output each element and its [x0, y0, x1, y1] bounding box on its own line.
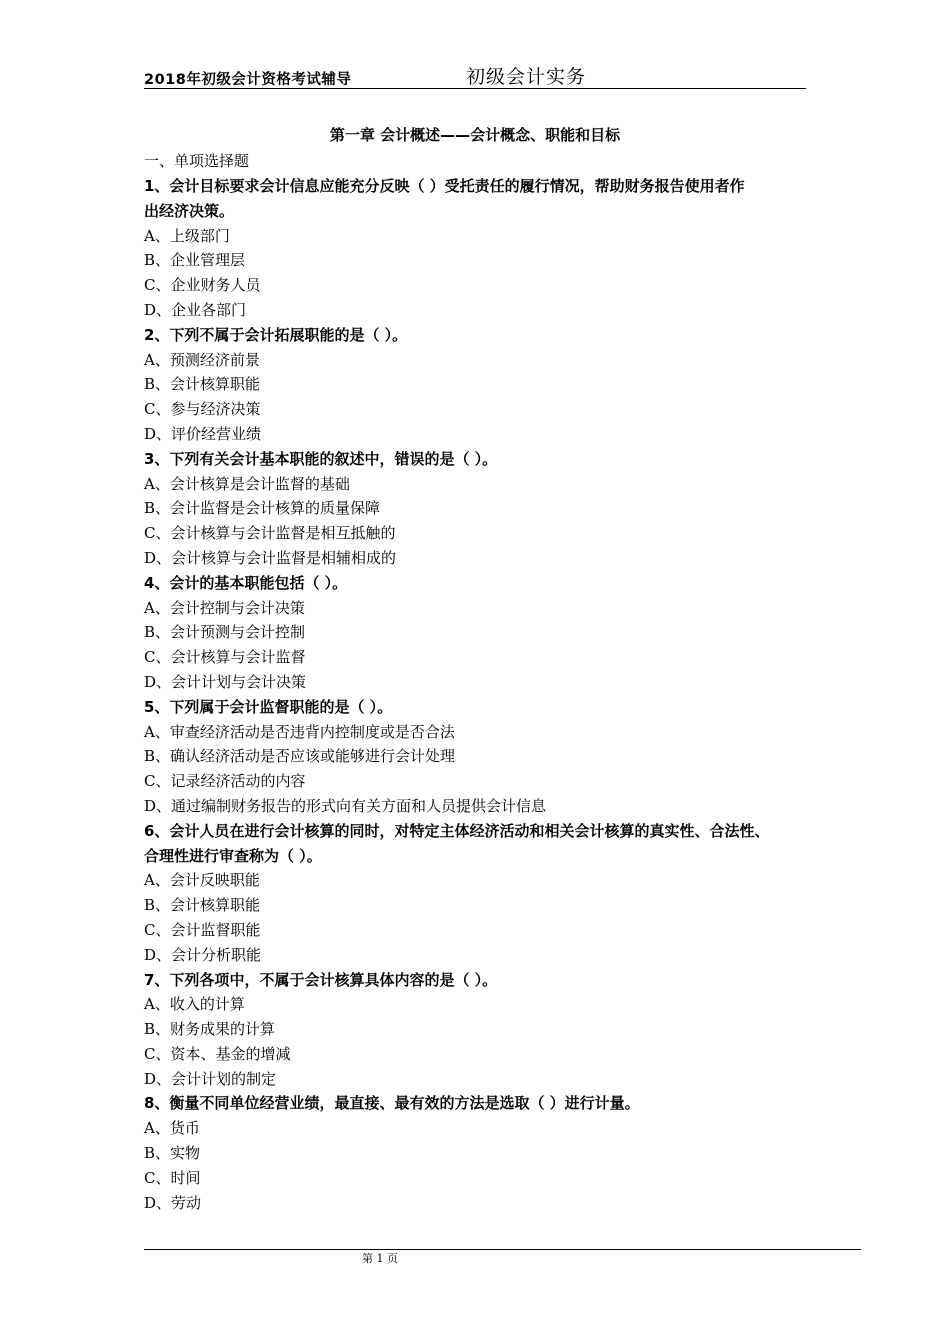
answer-option: B、会计监督是会计核算的质量保障 — [144, 499, 381, 518]
answer-option: C、资本、基金的增减 — [144, 1044, 291, 1063]
answer-option: A、收入的计算 — [144, 995, 245, 1014]
answer-option: A、审查经济活动是否违背内控制度或是否合法 — [144, 722, 455, 741]
question-item — [144, 819, 824, 968]
answer-option: B、实物 — [144, 1144, 201, 1163]
question-stem-line: 2、下列不属于会计拓展职能的是（ ）。 — [144, 325, 408, 344]
question-stem-line: 7、下列各项中，不属于会计核算具体内容的是（ ）。 — [144, 970, 498, 989]
header-subject-title: 初级会计实务 — [466, 66, 587, 88]
answer-option: D、企业各部门 — [144, 300, 247, 319]
question-item — [144, 968, 824, 1092]
question-item — [144, 447, 824, 571]
chapter-title: 第一章 会计概述——会计概念、职能和目标 — [329, 126, 621, 144]
question-stem-line: 4、会计的基本职能包括（ ）。 — [144, 573, 348, 592]
question-stem-line: 6、会计人员在进行会计核算的同时，对特定主体经济活动和相关会计核算的真实性、合法性、 — [144, 821, 770, 840]
answer-option: C、企业财务人员 — [144, 276, 261, 295]
question-list — [144, 174, 824, 1215]
answer-option: C、时间 — [144, 1168, 201, 1187]
answer-option: B、会计核算职能 — [144, 896, 261, 915]
answer-option: A、会计核算是会计监督的基础 — [144, 474, 350, 493]
page-number: 第 1 页 — [362, 1252, 398, 1265]
answer-option: B、财务成果的计算 — [144, 1020, 276, 1039]
question-item — [144, 1091, 824, 1215]
question-stem-line: 出经济决策。 — [144, 201, 235, 220]
answer-option: C、会计核算与会计监督是相互抵触的 — [144, 524, 396, 543]
question-item — [144, 323, 824, 447]
answer-option: A、会计反映职能 — [144, 871, 260, 890]
answer-option: D、劳动 — [144, 1193, 202, 1212]
answer-option: C、会计监督职能 — [144, 920, 261, 939]
answer-option: C、记录经济活动的内容 — [144, 772, 306, 791]
answer-option: D、通过编制财务报告的形式向有关方面和人员提供会计信息 — [144, 796, 547, 815]
footer-divider — [144, 1249, 861, 1250]
answer-option: A、上级部门 — [144, 226, 230, 245]
answer-option: B、会计预测与会计控制 — [144, 623, 306, 642]
answer-option: C、会计核算与会计监督 — [144, 648, 306, 667]
answer-option: A、货币 — [144, 1119, 200, 1138]
question-stem-line: 3、下列有关会计基本职能的叙述中，错误的是（ ）。 — [144, 449, 498, 468]
answer-option: D、会计分析职能 — [144, 945, 262, 964]
answer-option: D、会计计划的制定 — [144, 1069, 277, 1088]
header-exam-title: 2018年初级会计资格考试辅导 — [144, 72, 352, 88]
question-item — [144, 571, 824, 695]
answer-option: B、会计核算职能 — [144, 375, 261, 394]
answer-option: C、参与经济决策 — [144, 400, 261, 419]
question-stem-line: 1、会计目标要求会计信息应能充分反映（ ）受托责任的履行情况，帮助财务报告使用者作 — [144, 177, 745, 195]
question-stem-line: 8、衡量不同单位经营业绩，最直接、最有效的方法是选取（ ）进行计量。 — [144, 1094, 640, 1113]
section-title: 一、单项选择题 — [144, 152, 250, 170]
question-stem-line: 5、下列属于会计监督职能的是（ ）。 — [144, 697, 393, 716]
answer-option: D、评价经营业绩 — [144, 424, 262, 443]
answer-option: B、确认经济活动是否应该或能够进行会计处理 — [144, 747, 456, 766]
question-item — [144, 695, 824, 819]
page-header — [144, 62, 806, 89]
answer-option: A、预测经济前景 — [144, 350, 260, 369]
answer-option: B、企业管理层 — [144, 251, 246, 270]
question-item — [144, 174, 824, 323]
answer-option: D、会计计划与会计决策 — [144, 672, 307, 691]
question-stem-line: 合理性进行审查称为（ ）。 — [144, 846, 322, 865]
answer-option: D、会计核算与会计监督是相辅相成的 — [144, 548, 397, 567]
answer-option: A、会计控制与会计决策 — [144, 598, 305, 617]
